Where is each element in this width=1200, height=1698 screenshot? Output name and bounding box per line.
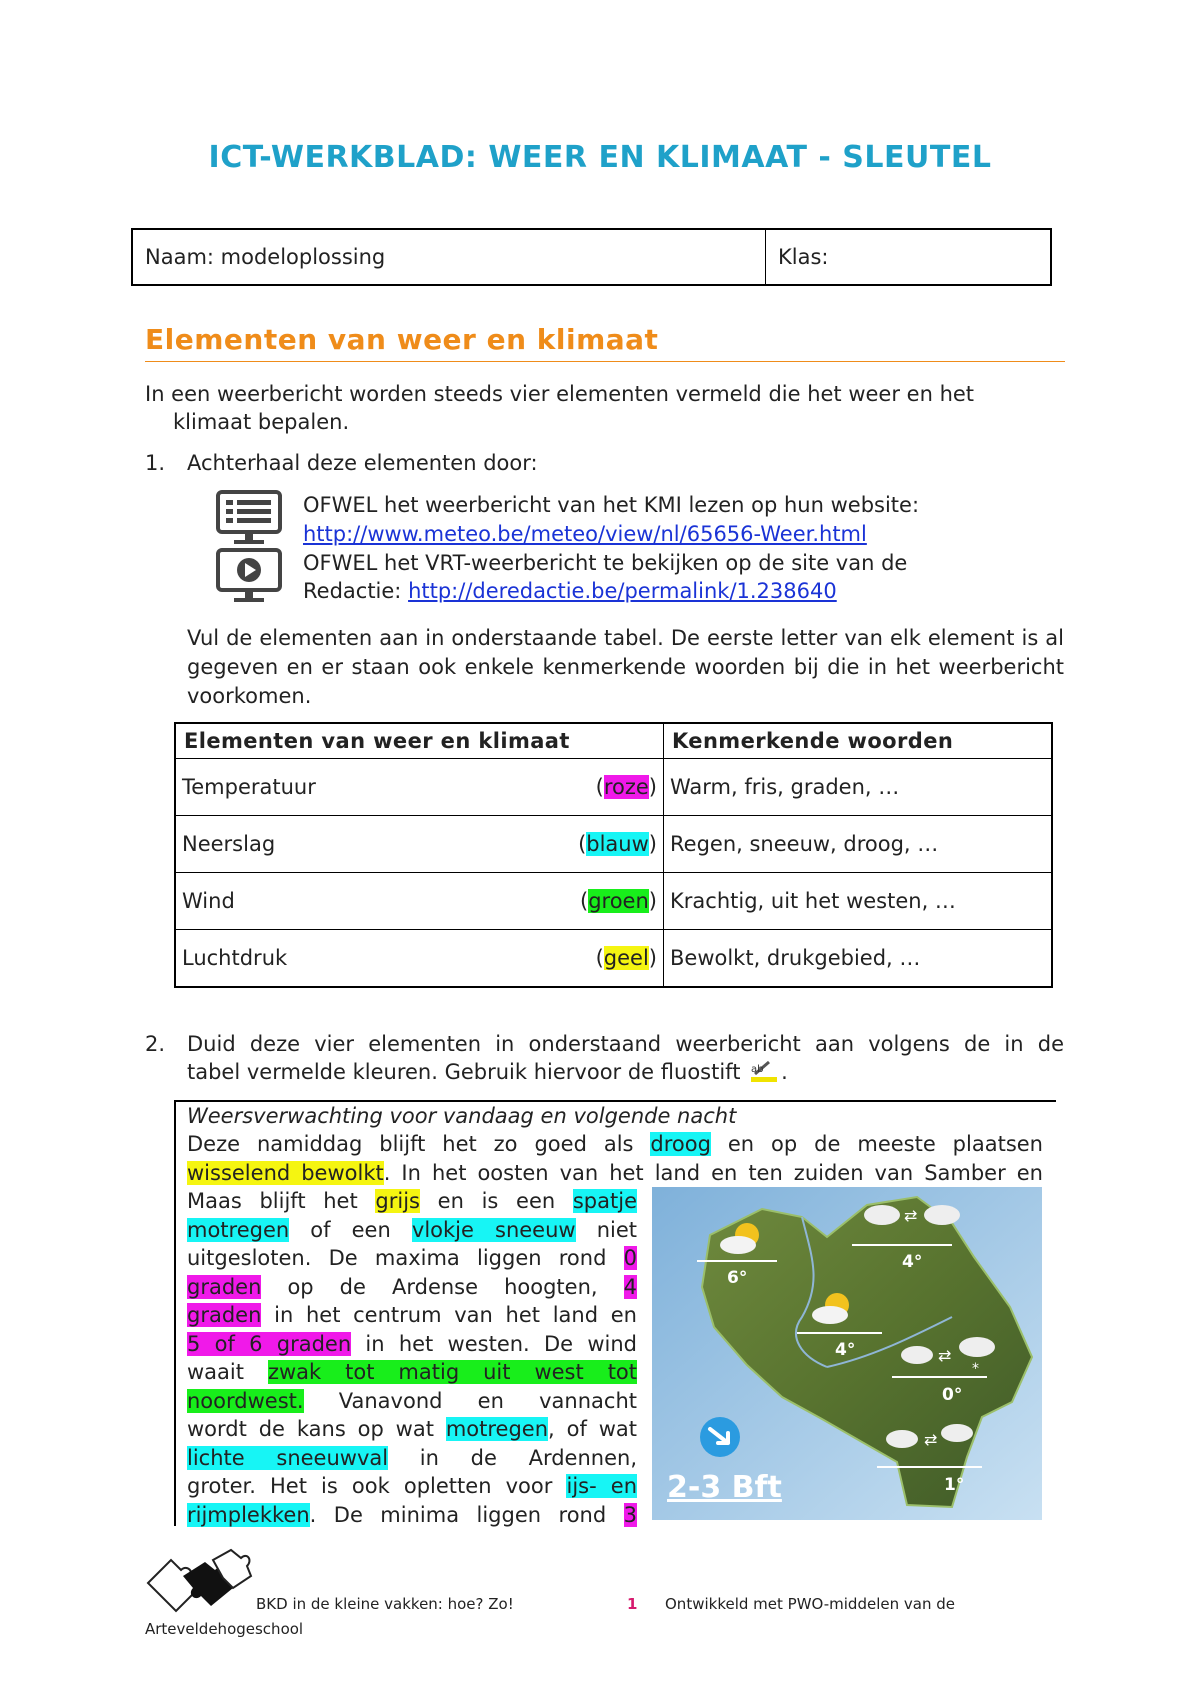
name-cell: Naam: modeloplossing [132, 229, 766, 285]
step2-line-2-end: . [781, 1060, 788, 1084]
name-class-table [131, 228, 1052, 286]
temp-label: 1° [944, 1475, 965, 1495]
footer-school: Arteveldehogeschool [145, 1620, 304, 1638]
wind-direction-icon [700, 1417, 740, 1457]
computer-video-icon [216, 548, 282, 604]
forecast-line: 5 of 6 graden in het westen. De wind [187, 1332, 637, 1356]
color-tag: (roze) [595, 775, 657, 799]
element-words: Bewolkt, drukgebied, … [664, 930, 1053, 988]
forecast-line: wisselend bewolkt. In het oosten van het land en ten zuiden van Samber en [187, 1161, 1043, 1185]
forecast-line: lichte sneeuwval in de Ardennen, [187, 1446, 637, 1470]
forecast-line: noordwest. Vanavond en vannacht [187, 1389, 637, 1413]
svg-text:ab: ab [751, 1064, 764, 1075]
section-heading: Elementen van weer en klimaat [145, 323, 659, 356]
temp-label: 6° [727, 1268, 748, 1288]
temp-label: 4° [902, 1252, 923, 1272]
element-words: Regen, sneeuw, droog, … [664, 816, 1053, 873]
footer-right: Ontwikkeld met PWO-middelen van de [665, 1595, 955, 1613]
forecast-line: graden op de Ardense hoogten, 4 [187, 1275, 637, 1299]
section-divider [145, 361, 1065, 362]
element-name: Neerslag [182, 832, 276, 856]
table-header-words: Kenmerkende woorden [664, 723, 1053, 759]
forecast-heading: Weersverwachting voor vandaag en volgende nacht [187, 1104, 737, 1128]
element-words: Krachtig, uit het westen, … [664, 873, 1053, 930]
wind-force-label: 2-3 Bft [667, 1470, 782, 1505]
forecast-line: motregen of een vlokje sneeuw niet [187, 1218, 637, 1242]
temp-label: 0° [942, 1385, 963, 1405]
intro-line-1: In een weerbericht worden steeds vier elementen vermeld die het weer en het [145, 382, 975, 406]
class-cell: Klas: [766, 229, 1052, 285]
element-words: Warm, fris, graden, … [664, 759, 1053, 816]
color-tag: (blauw) [578, 832, 657, 856]
forecast-line: rijmplekken. De minima liggen rond 3 [187, 1503, 637, 1527]
step2-line-1: Duid deze vier elementen in onderstaand weerbericht aan volgens de in de [187, 1032, 1064, 1056]
forecast-line: uitgesloten. De maxima liggen rond 0 [187, 1246, 637, 1270]
element-name: Luchtdruk [182, 946, 288, 970]
page-title: ICT-WERKBLAD: WEER EN KLIMAAT - SLEUTEL [208, 140, 992, 175]
forecast-line: waait zwak tot matig uit west tot [187, 1360, 638, 1384]
table-row [175, 873, 1052, 930]
kmi-link[interactable]: http://www.meteo.be/meteo/view/nl/65656-Weer.html [303, 522, 867, 546]
color-tag: (groen) [580, 889, 657, 913]
page-number: 1 [627, 1595, 638, 1613]
forecast-line: Maas blijft het grijs en is een spatje [187, 1189, 637, 1213]
svg-text:⇄: ⇄ [924, 1430, 938, 1449]
forecast-line: graden in het centrum van het land en [187, 1303, 637, 1327]
step2-number: 2. [145, 1032, 166, 1056]
svg-text:*: * [972, 1361, 979, 1377]
forecast-line: Deze namiddag blijft het zo goed als droog en op de meeste plaatsen [187, 1132, 1043, 1156]
intro-line-2: klimaat bepalen. [173, 410, 350, 434]
vrt-link[interactable]: http://deredactie.be/permalink/1.238640 [408, 579, 837, 603]
option2-prefix: Redactie: [303, 579, 409, 603]
color-tag: (geel) [595, 946, 657, 970]
step1-text: Achterhaal deze elementen door: [187, 451, 538, 475]
element-name: Temperatuur [182, 775, 316, 799]
step1-instruction: Vul de elementen aan in onderstaande tabel. De eerste letter van elk element is al gegeven en er staan ook enkele kenmerkende woorden bij die in het weerbericht voorkomen. [187, 626, 1064, 708]
step1-number: 1. [145, 451, 166, 475]
svg-text:⇄: ⇄ [904, 1206, 918, 1225]
highlighter-icon [749, 1059, 779, 1083]
table-header-elements: Elementen van weer en klimaat [175, 723, 664, 759]
forecast-line: wordt de kans op wat motregen, of wat [187, 1417, 637, 1441]
puzzle-pieces-logo [143, 1548, 255, 1618]
table-row [175, 816, 1052, 873]
footer-left: BKD in de kleine vakken: hoe? Zo! [256, 1595, 514, 1613]
elements-table [174, 722, 1053, 988]
option1-text: OFWEL het weerbericht van het KMI lezen op hun website: [303, 493, 920, 517]
temp-label: 4° [835, 1340, 856, 1360]
svg-text:⇄: ⇄ [938, 1346, 952, 1365]
option2-text: OFWEL het VRT-weerbericht te bekijken op de site van de [303, 551, 908, 575]
element-name: Wind [182, 889, 235, 913]
step2-line-2: tabel vermelde kleuren. Gebruik hiervoor de fluostift [187, 1060, 741, 1084]
cloud-icon [864, 1205, 960, 1225]
computer-list-icon [216, 490, 282, 546]
forecast-line: groter. Het is ook opletten voor ijs- en [187, 1474, 638, 1498]
weather-map [652, 1187, 1042, 1520]
table-row [175, 759, 1052, 816]
table-row [175, 930, 1052, 988]
